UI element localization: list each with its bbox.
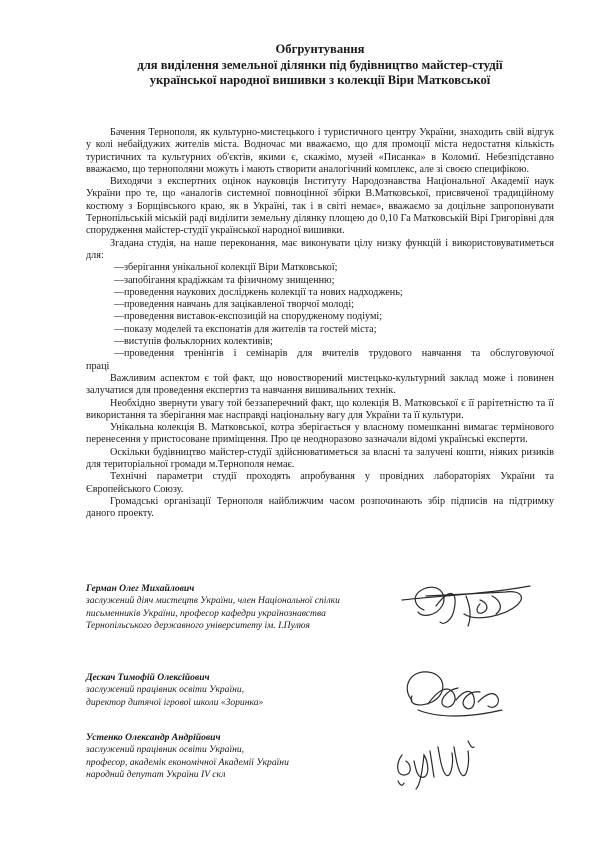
paragraph-6: Унікальна колекція В. Матковської, котра зберігається у власному помешканні вимагає термінового перенесення у пристосоване приміщення. Про це неодноразово зазначали відомі українські експерти. — [86, 422, 554, 446]
paragraph-1: Бачення Тернополя, як культурно-мистецького і туристичного центру України, знаходить свій відгук у колі небайдужих жителів міста. Водночас ми вважаємо, що для промоції міста недостатня кількість туристичних та культурних об'єктів, якими є, скажімо, музей «Писанка» в Коломиї. Небезпідставно вважаємо, що тернополяни можуть і мають створити аналогічний комплекс, але зі своєю специфікою. — [86, 127, 554, 175]
signature-1 — [396, 566, 536, 636]
signer-title-line: заслужений працівник освіти України, — [86, 744, 245, 756]
list-item-last: —проведення тренінгів і семінарів для вчителів трудового навчання та обслуговуючої — [114, 348, 554, 360]
list-item: —проведення наукових досліджень колекції та нових надходжень; — [114, 286, 403, 298]
signer-1 — [86, 583, 386, 633]
signer-3 — [86, 732, 386, 782]
signer-title-line: народний депутат України IV скл — [86, 769, 226, 781]
signer-title-line: письменників України, професор кафедри українознавства — [86, 607, 326, 619]
paragraph-2: Виходячи з експертних оцінок науковців Інституту Народознавства Національної Академії наук України про те, що «аналогів системної повноцінної збірки В.Матковської, присвяченої традиційному костюму з Борщівського краю, як в Україні, так і в світі немає», вважаємо за доцільне запропонувати Тернопільській міській раді виділити земельну ділянку площею до 0,10 Га Матковській Вірі Григорівні для спорудження майстер-студії української народної вишивки. — [86, 176, 554, 237]
paragraph-8: Технічні параметри студії проходять апробування у провідних лабораторіях України та Європейського Союзу. — [86, 471, 554, 495]
list-item-last-continued: праці — [86, 360, 110, 372]
signer-title-line: директор дитячої ігрової школи «Зоринка» — [86, 696, 264, 708]
list-item: —проведення виставок-експозицій на спорудженому подіумі; — [114, 311, 383, 323]
signer-name: Герман Олег Михайлович — [86, 583, 195, 594]
title-line-1: Обгрунтування — [275, 42, 365, 56]
signature-3 — [380, 725, 480, 791]
signature-2 — [398, 660, 508, 730]
signer-title-line: заслужений діяч мистецтв України, член Національної спілки — [86, 595, 340, 607]
signer-name: Дескач Тимофій Олексійович — [86, 672, 210, 683]
signer-name: Устенко Олександр Андрійович — [86, 732, 221, 743]
list-item: —зберігання унікальної колекції Віри Матковської; — [114, 262, 338, 274]
list-item: —показу моделей та експонатів для жителів та гостей міста; — [114, 323, 377, 335]
signer-title-line: Тернопільського державного університету ім. І.Пулюя — [86, 620, 311, 632]
document-title — [90, 42, 550, 89]
document-body — [86, 127, 554, 521]
signer-title-line: заслужений працівник освіти України, — [86, 684, 245, 696]
list-item: —запобігання крадіжкам та фізичному знищенню; — [114, 274, 335, 286]
list-item: —проведення навчань для зацікавленої творчої молоді; — [114, 299, 355, 311]
paragraph-5: Необхідно звернути увагу той беззаперечний факт, що колекція В. Матковської є її рарітетністю та її використання та зберігання має насправді національну вагу для України та її культури. — [86, 397, 554, 421]
list-item: —виступів фольклорних колективів; — [114, 336, 273, 348]
title-line-2: для виділення земельної ділянки під будівництво майстер-студії — [137, 58, 503, 73]
title-line-3: української народної вишивки з колекції Віри Матковської — [149, 73, 491, 88]
signer-2 — [86, 672, 386, 709]
paragraph-9: Громадські організації Тернополя найближчим часом розпочинають збір підписів на підтримку даного проекту. — [86, 495, 554, 520]
paragraph-7: Оскільки будівництво майстер-студії здійснюватиметься за власні та залучені кошти, ніяких ризиків для територіальної громади м.Тернополя немає. — [86, 446, 554, 471]
paragraph-3: Згадана студія, на наше переконання, має виконувати цілу низку функцій і використовуватиметься для: — [86, 237, 554, 261]
signer-title-line: професор, академік економічної Академії України — [86, 756, 289, 768]
paragraph-4: Важливим аспектом є той факт, що новостворений мистецько-культурний заклад може і повинен залучатися для проведення експертиз та навчання вишивальних технік. — [86, 372, 554, 397]
